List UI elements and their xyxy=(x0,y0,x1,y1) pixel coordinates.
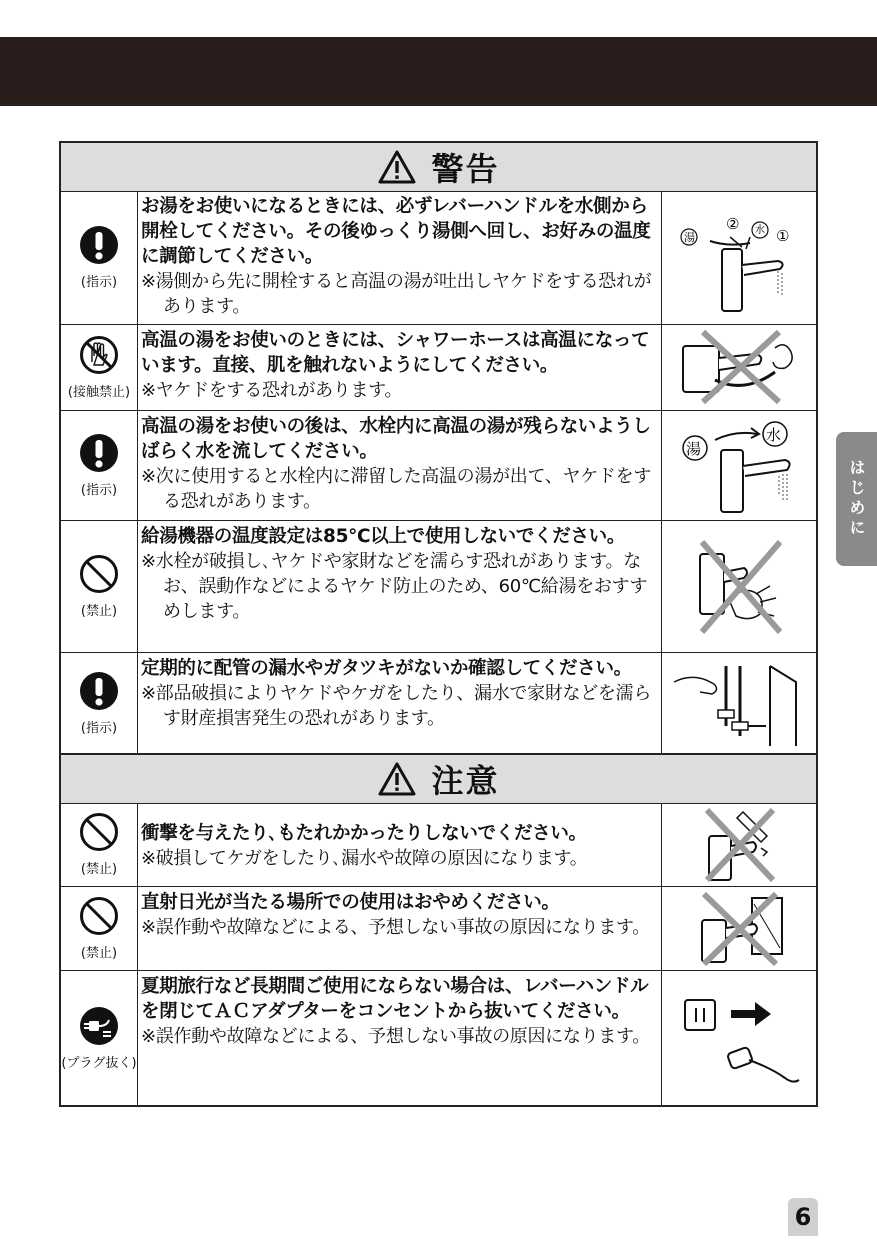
caution-section-header xyxy=(61,754,816,804)
warning-note-text: ※ヤケドをする恐れがあります。 xyxy=(141,380,403,401)
warning-title: 警告 xyxy=(431,150,500,188)
caution-row-1 xyxy=(61,803,816,887)
caution-row-2 xyxy=(61,887,816,971)
warning-row-1 xyxy=(61,191,816,325)
caution-note-text: ※誤作動や故障などによる、予想しない事故の原因になります。 xyxy=(141,917,650,938)
caution-note-text: ※誤作動や故障などによる、予想しない事故の原因になります。 xyxy=(141,1026,650,1047)
text-cell xyxy=(138,521,660,652)
symbol-label: (禁止) xyxy=(80,946,118,961)
prohibited-icon xyxy=(79,896,119,936)
text-cell xyxy=(138,887,660,970)
hot-water-hand-illustration xyxy=(661,521,817,652)
section-tab-label: はじめに xyxy=(847,459,866,539)
symbol-label: (指示) xyxy=(80,483,118,498)
text-cell xyxy=(138,653,660,753)
text-cell xyxy=(138,191,660,324)
warning-row-2 xyxy=(61,325,816,411)
page-number: 6 xyxy=(788,1198,818,1236)
warning-note-text: ※湯側から先に開栓すると高温の湯が吐出しヤケドをする恐れがあります。 xyxy=(141,271,652,317)
cold-label: 水 xyxy=(754,224,765,236)
caution-note-text: ※破損してケガをしたり､漏水や故障の原因になります。 xyxy=(141,848,588,869)
text-cell xyxy=(138,971,660,1105)
caution-main-text: 夏期旅行など長期間ご使用にならない場合は、レバーハンドルを閉じてＡＣアダプターをコンセントから抜いてください。 xyxy=(141,976,649,1022)
symbol-cell xyxy=(61,191,138,324)
instruction-icon xyxy=(79,225,119,265)
symbol-label: (禁止) xyxy=(80,604,118,619)
prohibited-icon xyxy=(79,554,119,594)
symbol-cell xyxy=(61,325,138,410)
warning-note-text: ※次に使用すると水栓内に滞留した高温の湯が出て、ヤケドをする恐れがあります。 xyxy=(141,466,652,512)
symbol-cell xyxy=(61,803,138,886)
warning-section-header xyxy=(61,143,816,192)
symbol-label: (指示) xyxy=(80,720,118,736)
cold-label: 水 xyxy=(765,425,781,444)
warning-main-text: お湯をお使いになるときには、必ずレバーハンドルを水側から開栓してください。その後ゆっくり湯側へ回し、お好みの温度に調節してください。 xyxy=(141,196,651,267)
prohibited-icon xyxy=(79,812,119,852)
impact-illustration xyxy=(661,803,817,886)
sunlight-illustration xyxy=(661,887,817,970)
step-two-label: ② xyxy=(725,214,739,233)
warning-main-text: 給湯機器の温度設定は85℃以上で使用しないでください。 xyxy=(141,526,626,547)
caution-title: 注意 xyxy=(431,762,500,800)
instruction-icon xyxy=(79,671,119,711)
text-cell xyxy=(138,411,660,520)
text-cell xyxy=(138,803,660,886)
warning-row-5 xyxy=(61,653,816,754)
warning-main-text: 高温の湯をお使いの後は、水栓内に高温の湯が残らないようしばらく水を流してください。 xyxy=(141,416,651,462)
faucet-lever-illustration xyxy=(661,191,817,324)
no-touch-icon xyxy=(79,335,119,375)
hot-label: 湯 xyxy=(685,439,701,458)
symbol-cell xyxy=(61,521,138,652)
warning-note-text: ※水栓が破損し､ヤケドや家財などを濡らす恐れがあります。なお、誤動作などによるヤケド防止のため、60℃給湯をおすすめします。 xyxy=(141,551,648,622)
unplug-icon xyxy=(79,1006,119,1046)
warning-row-4 xyxy=(61,521,816,653)
symbol-cell xyxy=(61,971,138,1105)
section-tab[interactable] xyxy=(836,432,877,566)
caution-main-text: 衝撃を与えたり､もたれかかったりしないでください。 xyxy=(141,823,587,844)
warning-note-text: ※部品破損によりヤケドやケガをしたり、漏水で家財などを濡らす財産損害発生の恐れがあります。 xyxy=(141,683,652,729)
text-cell xyxy=(138,325,660,410)
pipe-check-illustration xyxy=(661,653,817,753)
unplug-adapter-illustration xyxy=(661,971,817,1105)
step-one-label: ① xyxy=(775,226,789,245)
warning-triangle-icon xyxy=(377,149,417,185)
symbol-cell xyxy=(61,653,138,753)
hot-label: 湯 xyxy=(683,230,695,244)
instruction-icon xyxy=(79,433,119,473)
symbol-label: (接触禁止) xyxy=(67,385,131,400)
caution-main-text: 直射日光が当たる場所での使用はおやめください。 xyxy=(141,892,560,913)
warning-main-text: 高温の湯をお使いのときには、シャワーホースは高温になっています。直接、肌を触れないようにしてください。 xyxy=(141,330,650,376)
symbol-label: (指示) xyxy=(80,275,118,290)
symbol-cell xyxy=(61,887,138,970)
safety-table xyxy=(59,141,818,1107)
caution-row-3 xyxy=(61,971,816,1105)
symbol-cell xyxy=(61,411,138,520)
warning-row-3 xyxy=(61,411,816,521)
header-band xyxy=(0,37,877,106)
warning-triangle-icon xyxy=(377,761,417,797)
flush-water-illustration xyxy=(661,411,817,520)
symbol-label: (プラグ抜く) xyxy=(61,1055,137,1071)
warning-main-text: 定期的に配管の漏水やガタツキがないか確認してください。 xyxy=(141,658,632,679)
symbol-label: (禁止) xyxy=(80,862,118,877)
shower-hose-illustration xyxy=(661,325,817,410)
